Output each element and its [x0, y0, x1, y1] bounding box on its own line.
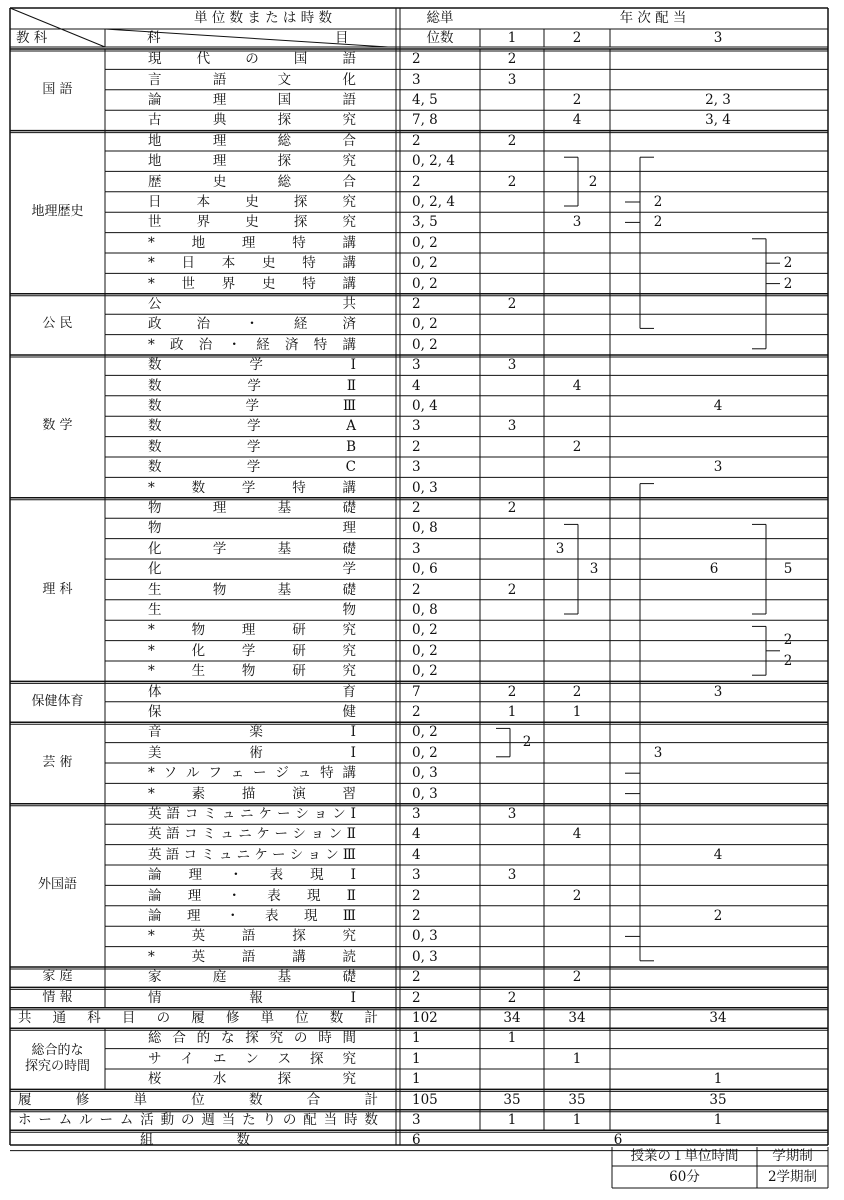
total-units: 0, 3: [412, 785, 438, 802]
total-units: 2: [412, 704, 421, 720]
total-units: 6: [412, 1132, 421, 1149]
subject-name: サ イ エ ン ス 探 究: [148, 1050, 356, 1067]
total-units: 0, 2, 4: [412, 153, 455, 170]
year2-value: 2: [572, 438, 582, 455]
total-units: 3, 5: [412, 214, 438, 231]
year3-value: 1: [713, 1112, 723, 1128]
subject-name: * 英 語 探 究: [148, 928, 356, 945]
subject-name: 論 理 ・ 表 現 Ⅱ: [148, 887, 356, 904]
subject-name: 数 学 C: [148, 459, 356, 476]
total-units: 3: [412, 459, 421, 476]
category-label: 総合的な 探究の時間: [24, 1042, 91, 1074]
total-units: 4: [412, 846, 421, 863]
total-units: 0, 3: [412, 765, 438, 782]
year2-value: 4: [572, 377, 582, 394]
summary-label: 組 数: [140, 1132, 250, 1149]
year1-value: 3: [507, 357, 517, 374]
subject-name: 言 語 文 化: [148, 71, 356, 88]
subject-name: 日 本 史 探 究: [148, 194, 356, 210]
total-units: 2: [412, 296, 421, 312]
total-units: 0, 2: [412, 744, 438, 761]
year1-value: 3: [507, 71, 517, 88]
subject-name: 生 物 基 礎: [148, 581, 356, 598]
bracket-value: 3: [653, 744, 663, 761]
subject-name: 論 理 ・ 表 現 Ⅰ: [148, 867, 356, 884]
total-units: 4, 5: [412, 92, 438, 108]
subject-name: 英 語 コ ミ ュ ニ ケ ー シ ョ ン Ⅱ: [148, 826, 356, 843]
bracket-value: 2: [783, 632, 793, 649]
year3-value: 3, 4: [705, 112, 731, 129]
category-label: 理 科: [42, 581, 73, 597]
subject-name: 数 学 Ⅱ: [148, 377, 356, 394]
subject-name: * 化 学 研 究: [148, 642, 356, 659]
total-units: 3: [412, 71, 421, 88]
subject-name: * 地 理 特 講: [148, 234, 356, 251]
year3-value: 3: [713, 459, 723, 476]
total-units: 4: [412, 826, 421, 843]
total-units: 7: [412, 683, 421, 700]
subject-name: * 世 界 史 特 講: [148, 275, 356, 292]
bracket-value: 6: [709, 561, 719, 578]
year3-value: 2, 3: [705, 92, 731, 108]
total-units: 0, 2: [412, 663, 438, 680]
subject-name: 英 語 コ ミ ュ ニ ケ ー シ ョ ン Ⅲ: [148, 846, 356, 863]
total-units: 2: [412, 51, 421, 68]
subject-name: 桜 水 探 究: [148, 1071, 356, 1088]
year2-value: 2: [572, 683, 582, 700]
header-total2: 位数: [426, 30, 454, 46]
total-units: 0, 4: [412, 398, 438, 414]
bracket-value: 2: [783, 275, 793, 292]
bracket-value: 2: [783, 255, 793, 272]
term-value: 2学期制: [767, 1169, 818, 1185]
bracket-value: 2: [783, 652, 793, 669]
subject-name: 物 理 基 礎: [148, 500, 356, 516]
total-units: 3: [412, 357, 421, 374]
year1-value: 2: [507, 132, 517, 149]
year1-value: 2: [507, 296, 517, 312]
total-units: 4: [412, 377, 421, 394]
bracket-value: 2: [653, 194, 663, 210]
total-units: 1: [412, 1071, 421, 1088]
total-units: 0, 2: [412, 234, 438, 251]
total-units: 0, 2: [412, 724, 438, 741]
year1-value: 1: [507, 1112, 517, 1128]
year2-value: 1: [572, 704, 582, 720]
year1-value: 2: [507, 51, 517, 68]
subject-name: 現 代 の 国 語: [148, 51, 356, 68]
total-units: 3: [412, 867, 421, 884]
subject-name: 歴 史 総 合: [148, 173, 356, 190]
total-units: 0, 2: [412, 622, 438, 639]
total-units: 105: [412, 1091, 438, 1108]
subject-name: 数 学 Ⅰ: [148, 357, 356, 374]
subject-name: * 英 語 講 読: [148, 948, 356, 965]
subject-name: 音 楽 Ⅰ: [148, 724, 356, 741]
year2-value: 4: [572, 826, 582, 843]
subject-name: 公 共: [148, 296, 356, 312]
header-year3: 3: [713, 30, 723, 46]
subject-name: 物 理: [148, 520, 356, 537]
header-annual: 年 次 配 当: [619, 10, 687, 26]
total-units: 0, 2, 4: [412, 194, 455, 210]
subject-name: * 政 治 ・ 経 済 特 講: [148, 336, 356, 353]
year3-value: 4: [713, 846, 723, 863]
subject-name: * 素 描 演 習: [148, 785, 356, 802]
summary-label: 共 通 科 目 の 履 修 単 位 数 計: [18, 1010, 378, 1026]
category-label: 家 庭: [42, 969, 73, 985]
total-units: 102: [412, 1010, 438, 1026]
category-label: 地理歴史: [31, 204, 84, 220]
subject-name: 数 学 B: [148, 438, 356, 455]
category-label: 国 語: [42, 81, 73, 97]
total-units: 1: [412, 1050, 421, 1067]
year1-value: 3: [507, 418, 517, 435]
bracket-value: 2: [588, 173, 598, 190]
header-total1: 総単: [426, 10, 454, 26]
total-units: 2: [412, 581, 421, 598]
subject-name: 地 理 探 究: [148, 153, 356, 170]
year1-value: 3: [507, 806, 517, 822]
year1-value: 1: [507, 1030, 517, 1047]
year3-value: 3: [713, 683, 723, 700]
subject-name: * 物 理 研 究: [148, 622, 356, 639]
summary-label: ホ ー ム ル ー ム 活 動 の 週 当 た り の 配 当 時 数: [18, 1112, 378, 1128]
total-units: 2: [412, 173, 421, 190]
subject-name: * 生 物 研 究: [148, 663, 356, 680]
total-units: 0, 2: [412, 275, 438, 292]
subject-name: 論 理 ・ 表 現 Ⅲ: [148, 908, 356, 924]
bracket-value: 2: [653, 214, 663, 231]
total-units: 0, 3: [412, 948, 438, 965]
category-label: 芸 術: [42, 755, 73, 770]
total-units: 0, 3: [412, 928, 438, 945]
year1-value: 2: [507, 683, 517, 700]
total-units: 3: [412, 1112, 421, 1128]
subject-name: * ソ ル フ ェ ー ジ ュ 特 講: [148, 765, 356, 782]
total-units: 3: [412, 806, 421, 822]
total-units: 2: [412, 908, 421, 924]
year3-value: 34: [709, 1010, 727, 1026]
year2-value: 34: [568, 1010, 586, 1026]
total-units: 2: [412, 969, 421, 986]
subject-name: 古 典 探 究: [148, 112, 356, 129]
year2-value: 3: [572, 214, 582, 231]
bracket-value: 2: [522, 734, 532, 751]
subject-name: 総 合 的 な 探 究 の 時 間: [148, 1030, 356, 1047]
total-units: 2: [412, 500, 421, 516]
year2-value: 35: [568, 1091, 586, 1108]
subject-name: 英 語 コ ミ ュ ニ ケ ー シ ョ ン Ⅰ: [148, 806, 356, 822]
total-units: 0, 8: [412, 602, 438, 618]
subject-name: 世 界 史 探 究: [148, 214, 356, 231]
header-moku: 目: [335, 30, 349, 46]
header-year2: 2: [572, 30, 582, 46]
year1-value: 35: [503, 1091, 521, 1108]
year2-value: 2: [572, 969, 582, 986]
category-label: 情 報: [42, 989, 73, 1005]
summary-label: 履 修 単 位 数 合 計: [18, 1091, 378, 1108]
total-units: 0, 8: [412, 520, 438, 537]
year3-value: 2: [713, 908, 723, 924]
total-units: 3: [412, 418, 421, 435]
year1-value: 2: [507, 581, 517, 598]
subject-name: 美 術 Ⅰ: [148, 744, 356, 761]
subject-name: 数 学 A: [148, 418, 356, 435]
year3-value: 35: [709, 1091, 727, 1108]
bracket-value: 5: [783, 561, 793, 578]
year3-value: 4: [713, 398, 723, 414]
unit-time-value: 60分: [669, 1169, 700, 1185]
total-units: 0, 6: [412, 561, 438, 578]
header-year1: 1: [507, 30, 517, 46]
year2-value: 1: [572, 1050, 582, 1067]
total-units: 2: [412, 438, 421, 455]
term-label: 学期制: [772, 1148, 813, 1164]
header-hours: 単 位 数 ま た は 時 数: [193, 10, 333, 26]
year2-value: 2: [572, 92, 582, 108]
class-count: 6: [613, 1132, 623, 1149]
category-label: 保健体育: [31, 693, 84, 709]
total-units: 0, 2: [412, 336, 438, 353]
year2-value: 2: [572, 887, 582, 904]
subject-name: 化 学 基 礎: [148, 540, 356, 557]
year1-value: 2: [507, 173, 517, 190]
bracket-value: 3: [555, 540, 565, 557]
year2-value: 4: [572, 112, 582, 129]
year1-value: 3: [507, 867, 517, 884]
subject-name: * 数 学 特 講: [148, 479, 356, 496]
total-units: 0, 2: [412, 255, 438, 272]
subject-name: 家 庭 基 礎: [148, 969, 356, 986]
year1-value: 2: [507, 500, 517, 516]
total-units: 1: [412, 1030, 421, 1047]
header-kamoku: 科: [147, 30, 161, 46]
total-units: 0, 2: [412, 316, 438, 333]
year1-value: 34: [503, 1010, 521, 1026]
subject-name: 保 健: [148, 704, 356, 720]
subject-name: 情 報 Ⅰ: [148, 989, 356, 1006]
bracket-value: 3: [589, 561, 599, 578]
category-label: 外国語: [37, 877, 78, 893]
total-units: 0, 2: [412, 642, 438, 659]
year1-value: 2: [507, 989, 517, 1006]
year2-value: 1: [572, 1112, 582, 1128]
unit-time-label: 授業の１単位時間: [630, 1148, 739, 1164]
total-units: 2: [412, 887, 421, 904]
year3-value: 1: [713, 1071, 723, 1088]
subject-name: 化 学: [148, 561, 356, 578]
year1-value: 1: [507, 704, 517, 720]
category-label: 数 学: [42, 418, 73, 434]
header-kyouka: 教 科: [16, 30, 48, 46]
total-units: 2: [412, 989, 421, 1006]
subject-name: 生 物: [148, 602, 356, 618]
category-label: 公 民: [42, 316, 73, 332]
subject-name: 数 学 Ⅲ: [148, 398, 356, 414]
subject-name: * 日 本 史 特 講: [148, 255, 356, 272]
subject-name: 論 理 国 語: [148, 92, 356, 108]
subject-name: 政 治 ・ 経 済: [148, 316, 356, 333]
total-units: 7, 8: [412, 112, 438, 129]
total-units: 0, 3: [412, 479, 438, 496]
subject-name: 体 育: [148, 683, 356, 700]
total-units: 3: [412, 540, 421, 557]
total-units: 2: [412, 132, 421, 149]
subject-name: 地 理 総 合: [148, 132, 356, 149]
